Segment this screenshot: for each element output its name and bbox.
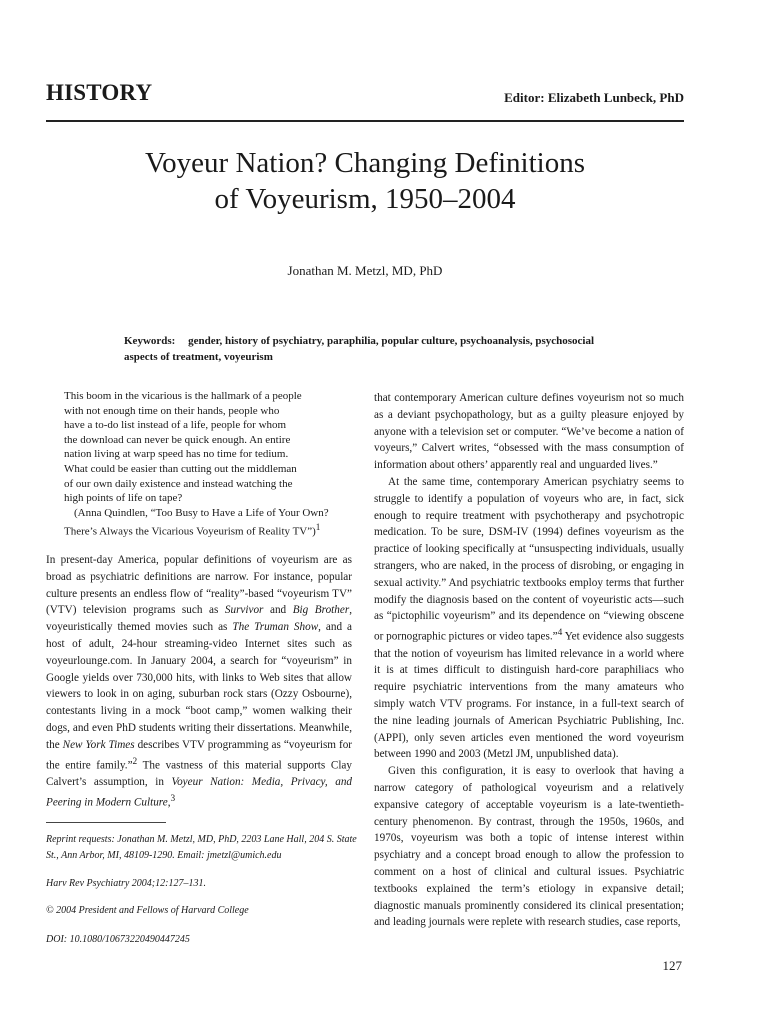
body-text: ,: [167, 796, 171, 809]
keywords-block: [124, 333, 624, 365]
title-line-2: of Voyeurism, 1950–2004: [214, 183, 516, 215]
footnote-ref[interactable]: 4: [557, 628, 563, 639]
body-text: , voyeuristically themed movies such as: [46, 604, 352, 634]
body-paragraph: that contemporary American culture defines voyeurism not so much as a deviant psychopathology, but as a guilty pleasure enjoyed by anyone with a television set or computer. “We’ve become a nation of voyeurs,” Calvert writes, “obsessed with the mass consumption of information about others’ apparently real and unguarded lives.”: [374, 392, 684, 472]
epigraph-line: What could be easier than cutting out the middleman: [64, 462, 297, 475]
italic-title: The Truman Show: [232, 621, 319, 634]
footnote-ref[interactable]: 3: [170, 793, 176, 804]
title-line-1: Voyeur Nation? Changing Definitions: [144, 147, 586, 179]
epigraph-line: high points of life on tape?: [64, 492, 183, 505]
keywords-label: Keywords:: [124, 335, 176, 347]
epigraph-source-text: (Anna Quindlen, “Too Busy to Have a Life of Your Own? There’s Always the Vicarious Voyeurism of Reality TV”): [64, 506, 329, 538]
reprint-requests: Reprint requests: Jonathan M. Metzl, MD, PhD, 2203 Lane Hall, 204 S. State St., Ann Arbor, MI, 48109-1290. Email: jmetzl@umich.edu: [46, 834, 357, 861]
body-paragraph: Given this configuration, it is easy to overlook that having a narrow category of pathological voyeurism and a relatively expansive category of acceptable voyeurism is a late-twentieth-century phenomenon. By contrast, through the 1950s, 1960s, and 1970s, voyeurism was both a topic of intense interest within psychiatry and a concept broad enough to allow the profession to comment on a host of clinical and cultural issues. Psychiatric textbooks explained the term’s etiology in expansive detail; diagnostic manuals prominently considered its clinical presentation; and leading journals were replete with research studies, case reports,: [374, 765, 684, 929]
left-column-body: [46, 552, 352, 811]
epigraph-source: [64, 506, 336, 540]
copyright-notice: © 2004 President and Fellows of Harvard College: [46, 905, 249, 916]
doi[interactable]: DOI: 10.1080/10673220490447245: [46, 934, 190, 945]
italic-title: Big Brother: [292, 604, 350, 617]
epigraph-line: of our own daily existence and instead watching the: [64, 477, 293, 490]
body-text: and: [263, 604, 293, 617]
section-heading: HISTORY: [46, 80, 153, 105]
header-rule: [46, 120, 684, 122]
footnote-rule: [46, 822, 166, 823]
footnote-ref[interactable]: 2: [132, 756, 138, 767]
body-text: At the same time, contemporary American psychiatry seems to struggle to identify a population of voyeurs who are, in fact, sick enough to require treatment with psychotherapy and psychotropic medication. To be sure, DSM-IV (1994) defines voyeurism as the practice of looking specifically at “unsuspecting individuals, usually strangers, who are naked, in the process of disrobing, or engaging in sexual activity.” And psychiatric textbooks employ terms that further modify the diagnosis based on the content of voyeuristic acts—such as “pictophilic voyeurism” and its dependence on “viewing obscene or pornographic pictures or video tapes.”: [374, 475, 684, 643]
article-title: [46, 145, 684, 217]
epigraph-line: the download can never be quick enough. An entire: [64, 433, 291, 446]
body-text: , and a host of adult, 24-hour streaming-video Internet sites such as voyeurlounge.com. In January 2004, a search for “voyeurism” in Google yields over 730,000 hits, with links to Web sites that allow viewers to look in on aging, suburban rock stars (Ozzy Osbourne), contestants living in a mock “boot camp,” women walking their dogs, and even PhD students writing their dissertations. Meanwhile, the: [46, 621, 353, 751]
italic-title: Voyeur Nation: Media, Privacy, and Peering in Modern Culture: [46, 776, 353, 809]
epigraph: [64, 389, 336, 540]
body-text: describes VTV programming as “voyeurism for the entire family.”: [46, 738, 353, 772]
journal-citation: Harv Rev Psychiatry 2004;12:127–131.: [46, 878, 206, 889]
epigraph-line: have a to-do list instead of a life, people for whom: [64, 419, 287, 432]
intro-paragraph: [46, 552, 352, 811]
page-number: 127: [662, 958, 682, 973]
italic-title: New York Times: [62, 738, 135, 751]
body-text: In present-day America, popular definitions of voyeurism are as broad as psychiatric definitions are narrow. For instance, popular culture presents an endless flow of “reality”-based “voyeurism TV” (VTV) television programs such as: [46, 554, 352, 617]
keywords-list: gender, history of psychiatry, paraphilia, popular culture, psychoanalysis, psychosocial aspects of treatment, voyeurism: [124, 335, 595, 363]
body-text: The vastness of this material supports Clay Calvert’s assumption, in: [46, 759, 352, 789]
epigraph-line: nation living at warp speed has no time for tedium.: [64, 448, 289, 461]
epigraph-line: with not enough time on their hands, people who: [64, 404, 280, 417]
epigraph-line: This boom in the vicarious is the hallmark of a people: [64, 390, 302, 402]
editor-credit: Editor: Elizabeth Lunbeck, PhD: [504, 90, 684, 105]
body-paragraph: [374, 474, 684, 763]
body-text: Yet evidence also suggests that the notion of voyeurism has limited relevance in a world where it is at times difficult to distinguish hard-core paraphiliacs who require psychiatric interventions from the many amateurs who simply watch VTV programs. For instance, in a full-text search of the nine leading journals of American Psychiatric Publishing, Inc. (APPI), only seven articles even mentioned the word voyeurism between 1990 and 2003 (Metzl JM, unpublished data).: [374, 630, 684, 761]
author-name: Jonathan M. Metzl, MD, PhD: [287, 263, 443, 278]
italic-title: Survivor: [224, 604, 264, 617]
epigraph-footnote-ref[interactable]: 1: [315, 522, 321, 533]
right-column-body: [374, 390, 684, 931]
